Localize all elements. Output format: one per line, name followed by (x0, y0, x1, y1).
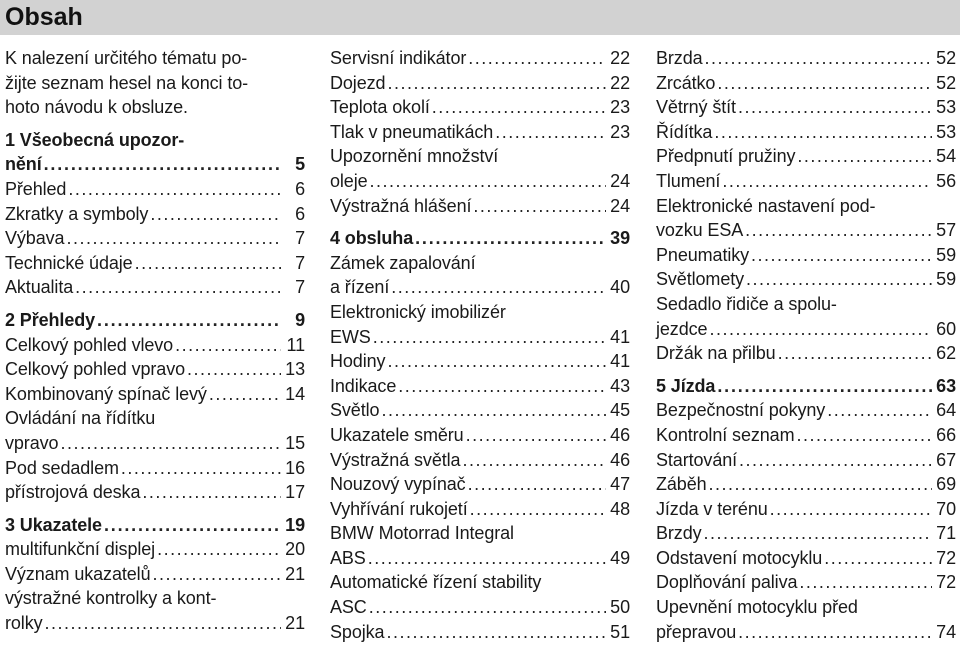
toc-entry-page: 41 (610, 351, 630, 372)
toc-entry (656, 267, 956, 292)
toc-text-line: BMW Motorrad Integral (330, 523, 514, 544)
toc-entry-page: 64 (936, 400, 956, 421)
toc-entry-label: Tlak v pneumatikách (330, 121, 494, 142)
toc-entry-label: 4 obsluha (330, 228, 414, 249)
toc-entry-page: 7 (295, 228, 305, 249)
toc-entry-label: Zrcátko (656, 72, 716, 93)
toc-entry-label: přepravou (656, 621, 737, 642)
toc-entry (656, 243, 956, 268)
toc-entry-label: Technické údaje (5, 252, 133, 273)
toc-entry-page: 6 (295, 203, 305, 224)
toc-entry-label: Záběh (656, 474, 707, 495)
toc-entry-label: Výstražná světla (330, 449, 461, 470)
toc-entry (5, 333, 305, 358)
dot-leader (398, 374, 606, 399)
toc-entry-page: 16 (285, 457, 305, 478)
title-bar (0, 0, 960, 35)
toc-entry (656, 46, 956, 71)
toc-entry-page: 72 (936, 547, 956, 568)
toc-entry-page: 23 (610, 97, 630, 118)
toc-entry-label: Řídítka (656, 121, 713, 142)
toc-entry (656, 120, 956, 145)
toc-entry (656, 341, 956, 366)
dot-leader (738, 620, 932, 645)
toc-entry (656, 472, 956, 497)
toc-entry-page: 46 (610, 449, 630, 470)
toc-entry (656, 95, 956, 120)
dot-leader (717, 374, 932, 399)
dot-leader (150, 202, 281, 227)
toc-entry-label: rolky (5, 613, 43, 634)
toc-entry-page: 49 (610, 547, 630, 568)
dot-leader (135, 251, 281, 276)
toc-entry (5, 275, 305, 300)
toc-entry-page: 52 (936, 48, 956, 68)
toc-entry-label: ABS (330, 547, 366, 568)
toc-entry-page: 22 (610, 72, 630, 93)
toc-chapter-entry (5, 152, 305, 177)
dot-leader (152, 562, 281, 587)
toc-entry-page: 70 (936, 498, 956, 519)
toc-entry-page: 17 (285, 482, 305, 503)
dot-leader (466, 423, 606, 448)
toc-entry (330, 120, 630, 145)
toc-entry (656, 448, 956, 473)
toc-entry (656, 546, 956, 571)
toc-entry (5, 431, 305, 456)
toc-entry-page: 13 (285, 359, 305, 380)
dot-leader (387, 349, 606, 374)
dot-leader (391, 275, 606, 300)
toc-entry (656, 423, 956, 448)
toc-entry-page: 7 (295, 277, 305, 298)
toc-text-line: Automatické řízení stability (330, 572, 542, 593)
dot-leader (495, 120, 606, 145)
page-title: Obsah (5, 3, 83, 31)
toc-entry-label: Servisní indikátor (330, 48, 467, 68)
toc-entry-label: Brzdy (656, 523, 702, 544)
toc-entry-page: 5 (295, 154, 305, 175)
toc-entry (330, 374, 630, 399)
toc-entry-label: Předpnutí pružiny (656, 146, 796, 167)
dot-leader (432, 95, 606, 120)
dot-leader (709, 472, 932, 497)
toc-entry-page: 47 (610, 474, 630, 495)
toc-entry (656, 497, 956, 522)
toc-chapter-entry (330, 226, 630, 251)
toc-entry-label: Výbava (5, 228, 65, 249)
toc-entry-label: Větrný štít (656, 97, 736, 118)
toc-entry-label: jezdce (656, 318, 708, 339)
toc-entry-page: 45 (610, 400, 630, 421)
dot-leader (104, 513, 281, 538)
toc-text-line: Sedadlo řidiče a spolu- (656, 293, 837, 314)
toc-entry-label: vpravo (5, 432, 59, 453)
toc-entry-page: 21 (285, 613, 305, 634)
toc-entry-page: 53 (936, 121, 956, 142)
toc-entry-label: Vyhřívání rukojetí (330, 498, 468, 519)
dot-leader (709, 317, 932, 342)
dot-leader (44, 152, 281, 177)
dot-leader (746, 267, 932, 292)
toc-entry-label: Spojka (330, 621, 385, 642)
toc-entry-page: 53 (936, 97, 956, 118)
dot-leader (97, 308, 281, 333)
toc-entry-label: Aktualita (5, 277, 74, 298)
toc-entry-label: Zkratky a symboly (5, 203, 149, 224)
toc-text-line: K nalezení určitého tématu po- (5, 48, 248, 68)
toc-entry-label: Kontrolní seznam (656, 424, 795, 445)
toc-entry-label: Indikace (330, 375, 397, 396)
toc-entry (5, 202, 305, 227)
toc-entry-page: 19 (285, 514, 305, 535)
dot-leader (745, 218, 932, 243)
toc-entry-label: Pneumatiky (656, 244, 750, 265)
toc-entry (330, 349, 630, 374)
toc-entry-page: 41 (610, 326, 630, 347)
toc-chapter-entry (5, 513, 305, 538)
toc-entry (330, 620, 630, 645)
toc-entry-page: 56 (936, 170, 956, 191)
dot-leader (175, 333, 281, 358)
dot-leader (121, 456, 281, 481)
toc-entry-label: vozku ESA (656, 220, 744, 241)
toc-entry-page: 57 (936, 220, 956, 241)
dot-leader (415, 226, 606, 251)
toc-chapter-entry (5, 308, 305, 333)
toc-entry (5, 456, 305, 481)
toc-text-line: žijte seznam hesel na konci to- (5, 72, 249, 93)
dot-leader (739, 448, 932, 473)
toc-entry-page: 69 (936, 474, 956, 495)
toc-entry (5, 611, 305, 636)
dot-leader (462, 448, 606, 473)
toc-entry (330, 595, 630, 620)
dot-leader (704, 521, 932, 546)
toc-entry-label: nění (5, 154, 42, 175)
toc-entry-label: Ukazatele směru (330, 424, 464, 445)
toc-entry (5, 226, 305, 251)
dot-leader (770, 497, 932, 522)
toc-entry-page: 24 (610, 195, 630, 216)
toc-entry-page: 43 (610, 375, 630, 396)
dot-leader (827, 398, 932, 423)
toc-entry (656, 218, 956, 243)
dot-leader (387, 71, 606, 96)
toc-entry-page: 59 (936, 269, 956, 290)
toc-entry-label: Startování (656, 449, 738, 470)
dot-leader (797, 144, 932, 169)
toc-entry (5, 382, 305, 407)
toc-entry (656, 570, 956, 595)
toc-entry (330, 95, 630, 120)
toc-entry (656, 398, 956, 423)
toc-entry-page: 11 (286, 334, 305, 355)
dot-leader (468, 46, 606, 71)
toc-entry-page: 48 (610, 498, 630, 519)
toc-entry (5, 177, 305, 202)
dot-leader (369, 595, 606, 620)
toc-column-1 (5, 46, 305, 636)
toc-entry (330, 423, 630, 448)
toc-text-line: Upevnění motocyklu před (656, 597, 858, 618)
toc-entry-label: Hodiny (330, 351, 386, 372)
toc-entry-page: 54 (936, 146, 956, 167)
toc-entry-page: 7 (295, 252, 305, 273)
toc-entry (656, 620, 956, 645)
dot-leader (368, 546, 606, 571)
toc-entry (5, 537, 305, 562)
toc-text-line: Upozornění množství (330, 146, 499, 167)
toc-entry-label: Celkový pohled vpravo (5, 359, 186, 380)
dot-leader (738, 95, 932, 120)
toc-entry-page: 51 (610, 621, 630, 642)
toc-entry-label: Nouzový vypínač (330, 474, 466, 495)
dot-leader (381, 398, 606, 423)
toc-entry (5, 480, 305, 505)
toc-entry-page: 22 (610, 48, 630, 68)
toc-entry-label: multifunkční displej (5, 539, 156, 560)
toc-entry (656, 521, 956, 546)
toc-entry-page: 62 (936, 343, 956, 364)
toc-entry (330, 398, 630, 423)
toc-entry-page: 9 (295, 309, 305, 330)
toc-entry-page: 72 (936, 572, 956, 593)
toc-entry-page: 15 (285, 432, 305, 453)
toc-entry-label: Odstavení motocyklu (656, 547, 823, 568)
toc-entry (330, 169, 630, 194)
dot-leader (717, 71, 932, 96)
toc-entry-label: EWS (330, 326, 371, 347)
toc-entry (656, 317, 956, 342)
toc-entry-page: 67 (936, 449, 956, 470)
dot-leader (75, 275, 281, 300)
dot-leader (157, 537, 281, 562)
toc-entry-page: 46 (610, 424, 630, 445)
toc-column-3 (656, 46, 956, 644)
toc-entry-page: 52 (936, 72, 956, 93)
toc-entry (330, 71, 630, 96)
dot-leader (468, 472, 606, 497)
toc-entry-label: Dojezd (330, 72, 386, 93)
toc-entry-page: 20 (285, 539, 305, 560)
toc-entry-label: Bezpečnostní pokyny (656, 400, 826, 421)
dot-leader (714, 120, 932, 145)
toc-entry (330, 194, 630, 219)
toc-entry-page: 66 (936, 424, 956, 445)
toc-entry-label: 5 Jízda (656, 375, 716, 396)
toc-entry-page: 59 (936, 244, 956, 265)
toc-entry (330, 546, 630, 571)
toc-chapter-entry (656, 374, 956, 399)
toc-column-2 (330, 46, 630, 644)
dot-leader (751, 243, 932, 268)
toc-text-line: Elektronické nastavení pod- (656, 195, 876, 216)
toc-entry-page: 21 (285, 563, 305, 584)
toc-entry (330, 46, 630, 71)
dot-leader (796, 423, 932, 448)
toc-entry-page: 6 (295, 178, 305, 199)
toc-entry (330, 472, 630, 497)
toc-entry-label: ASC (330, 597, 367, 618)
toc-entry (656, 71, 956, 96)
dot-leader (705, 46, 932, 71)
dot-leader (473, 194, 606, 219)
toc-entry-label: Držák na přilbu (656, 343, 776, 364)
toc-entry-label: a řízení (330, 277, 390, 298)
toc-entry (330, 448, 630, 473)
toc-entry-label: přístrojová deska (5, 482, 141, 503)
toc-entry (5, 357, 305, 382)
dot-leader (722, 169, 932, 194)
dot-leader (209, 382, 281, 407)
toc-entry-page: 14 (285, 383, 305, 404)
toc-entry-label: Světlomety (656, 269, 745, 290)
toc-entry (5, 251, 305, 276)
toc-entry-page: 50 (610, 597, 630, 618)
toc-entry (656, 144, 956, 169)
toc-entry-label: Kombinovaný spínač levý (5, 383, 207, 404)
dot-leader (778, 341, 932, 366)
toc-entry (5, 562, 305, 587)
toc-entry-label: Tlumení (656, 170, 721, 191)
dot-leader (142, 480, 281, 505)
toc-entry-label: Pod sedadlem (5, 457, 119, 478)
toc-entry-label: Teplota okolí (330, 97, 430, 118)
toc-entry-page: 74 (936, 621, 956, 642)
toc-entry (330, 497, 630, 522)
toc-entry-label: Význam ukazatelů (5, 563, 151, 584)
dot-leader (373, 325, 606, 350)
toc-text-line: hoto návodu k obsluze. (5, 97, 188, 118)
toc-chapter-heading-line: 1 Všeobecná upozor- (5, 129, 185, 150)
toc-entry-label: 2 Přehledy (5, 309, 96, 330)
toc-entry-label: Celkový pohled vlevo (5, 334, 174, 355)
dot-leader (60, 431, 281, 456)
toc-entry-label: Přehled (5, 178, 67, 199)
dot-leader (386, 620, 606, 645)
toc-entry-label: oleje (330, 170, 368, 191)
dot-leader (66, 226, 281, 251)
toc-entry-label: 3 Ukazatele (5, 514, 102, 535)
dot-leader (824, 546, 932, 571)
dot-leader (45, 611, 281, 636)
dot-leader (187, 357, 281, 382)
toc-entry-page: 23 (610, 121, 630, 142)
dot-leader (470, 497, 606, 522)
toc-entry-label: Doplňování paliva (656, 572, 798, 593)
dot-leader (799, 570, 932, 595)
toc-entry-page: 63 (936, 375, 956, 396)
toc-entry-page: 60 (936, 318, 956, 339)
toc-text-line: Ovládání na řídítku (5, 408, 156, 429)
toc-entry-page: 40 (610, 277, 630, 298)
toc-entry (330, 275, 630, 300)
toc-entry (656, 169, 956, 194)
toc-entry-page: 39 (610, 228, 630, 249)
toc-text-line: Elektronický imobilizér (330, 301, 506, 322)
toc-entry (330, 325, 630, 350)
toc-entry-page: 24 (610, 170, 630, 191)
toc-entry-label: Brzda (656, 48, 703, 68)
toc-entry-label: Světlo (330, 400, 380, 421)
toc-text-line: výstražné kontrolky a kont- (5, 588, 217, 609)
toc-entry-page: 71 (936, 523, 956, 544)
dot-leader (68, 177, 281, 202)
toc-entry-label: Jízda v terénu (656, 498, 768, 519)
toc-text-line: Zámek zapalování (330, 252, 476, 273)
toc-entry-label: Výstražná hlášení (330, 195, 472, 216)
dot-leader (370, 169, 606, 194)
